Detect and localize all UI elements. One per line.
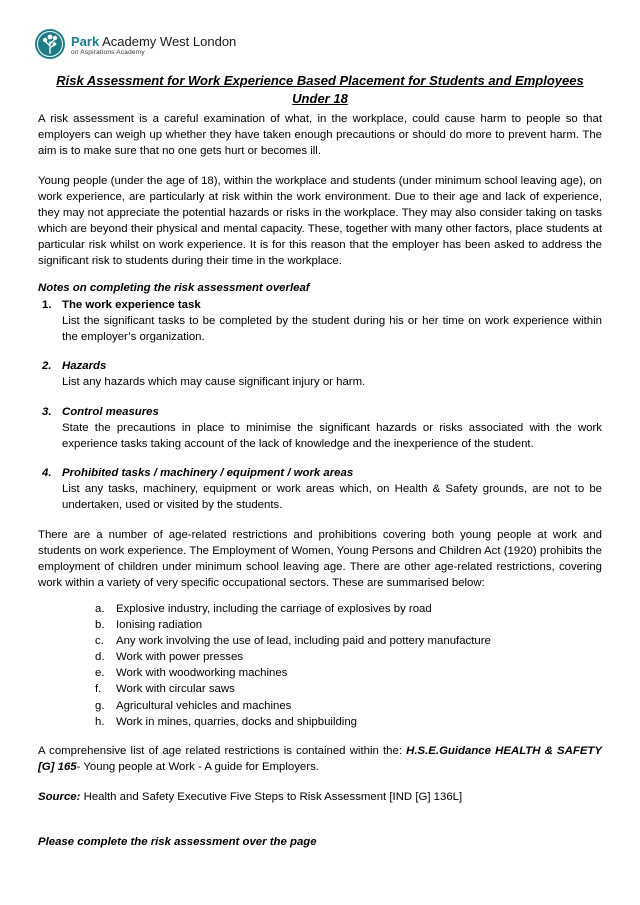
note-item: 4. Prohibited tasks / machinery / equipment / work areas List any tasks, machinery, equipment or work areas which, on Health & Safety grounds, are not to be undertaken, used or visited by the students. — [42, 467, 602, 511]
document-title — [40, 72, 600, 108]
note-description: List any hazards which may cause significant injury or harm. — [62, 376, 366, 388]
title-line-2: Under 18 — [292, 91, 348, 106]
list-item: a. Explosive industry, including the carriage of explosives by road — [95, 603, 432, 615]
restrictions-list — [95, 601, 491, 730]
title-line-1: Risk Assessment for Work Experience Based Placement for Students and Employees — [56, 73, 584, 88]
note-description: List the significant tasks to be completed by the student during his or her time on work experience within the employer’s organization. — [62, 315, 602, 343]
intro-paragraph-2: Young people (under the age of 18), within the workplace and students (under minimum school leaving age), on work experience, are particularly at risk within the work environment. Due to their age and lack of experience, they may not appreciate the potential hazards or risks in the workplace. They may also consider taking on tasks which are beyond their physical and mental capacity. These, together with many other factors, place students at particular risk whilst on work experience. It is for this reason that the employer has been asked to address the significant risk to students during their time in the workplace. — [38, 175, 602, 267]
tree-emblem-icon — [34, 28, 66, 60]
list-item: e. Work with woodworking machines — [95, 667, 288, 680]
guidance-paragraph: A comprehensive list of age related restrictions is contained within the: H.S.E.Guidance HEALTH & SAFETY [G] 165- Young people at Work - A guide for Employers. — [38, 745, 602, 773]
list-item: d. Work with power presses — [95, 651, 244, 664]
list-item: c. Any work involving the use of lead, including paid and pottery manufacture — [95, 635, 491, 648]
note-title: Control measures — [62, 406, 159, 418]
school-logo — [34, 28, 244, 62]
note-description: State the precautions in place to minimise the significant hazards or risks associated with the work experience tasks taking account of the lack of knowledge and the inexperience of the student. — [62, 422, 602, 450]
note-item: 2. Hazards List any hazards which may cause significant injury or harm. — [38, 358, 602, 390]
notes-heading: Notes on completing the risk assessment overleaf — [38, 282, 310, 294]
source-line: Source: Health and Safety Executive Five Steps to Risk Assessment [IND [G] 136L] — [38, 791, 463, 803]
list-item: h. Work in mines, quarries, docks and shipbuilding — [95, 715, 358, 728]
list-item: f. Work with circular saws — [95, 683, 235, 696]
final-instruction: Please complete the risk assessment over the page — [38, 836, 317, 848]
list-item: b. Ionising radiation — [95, 619, 203, 632]
intro-paragraph-1: A risk assessment is a careful examination of what, in the workplace, could cause harm to people so that employers can weigh up whether they have taken enough precautions or should do more to prevent harm. The aim is to make sure that no one gets hurt or becomes ill. — [38, 113, 602, 157]
note-title: Hazards — [62, 360, 107, 372]
note-description: List any tasks, machinery, equipment or work areas which, on Health & Safety grounds, are not to be undertaken, used or visited by the students. — [62, 483, 602, 511]
restrictions-paragraph: There are a number of age-related restrictions and prohibitions covering both young people at work and students on work experience. The Employment of Women, Young Persons and Children Act (1920) prohibits the employment of children under minimum school leaving age. There are other age-related restrictions, covering work within a variety of very specific occupational sectors. These are summarised below: — [38, 529, 602, 589]
logo-wordmark: Park Academy West London — [71, 34, 237, 49]
logo-subtitle: on Aspirations Academy — [71, 49, 145, 56]
note-title: The work experience task — [62, 299, 201, 311]
note-item: 3. Control measures State the precautions in place to minimise the significant hazards or risks associated with the work experience tasks taking account of the lack of knowledge and the inexperience of the student. — [42, 406, 602, 450]
note-item: 1. The work experience task List the significant tasks to be completed by the student during his or her time on work experience within the employer’s organization. — [42, 299, 602, 343]
note-title: Prohibited tasks / machinery / equipment / work areas — [62, 467, 354, 479]
list-item: g. Agricultural vehicles and machines — [95, 699, 292, 712]
